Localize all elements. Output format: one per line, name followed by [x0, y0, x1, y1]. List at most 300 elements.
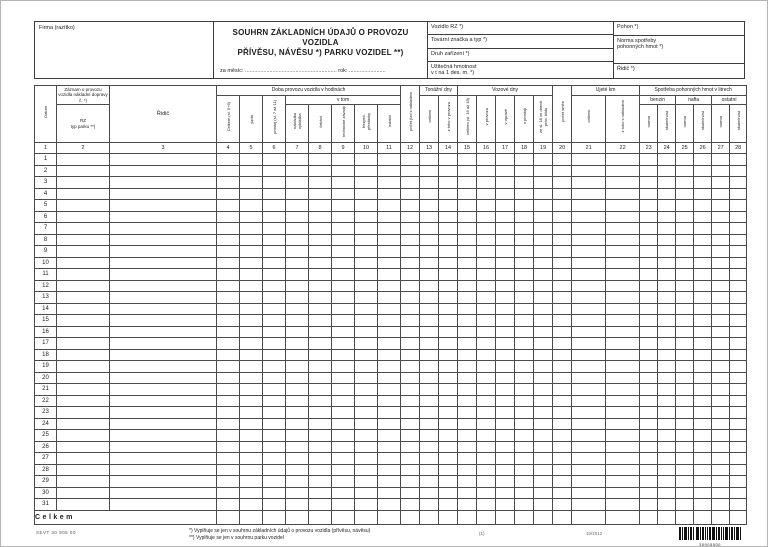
data-cell[interactable]: [286, 246, 309, 258]
data-cell[interactable]: [110, 269, 217, 281]
data-cell[interactable]: [420, 395, 439, 407]
data-cell[interactable]: [110, 326, 217, 338]
data-cell[interactable]: [477, 200, 496, 212]
data-cell[interactable]: [515, 384, 534, 396]
data-cell[interactable]: [730, 165, 747, 177]
data-cell[interactable]: [477, 418, 496, 430]
data-cell[interactable]: [57, 430, 110, 442]
data-cell[interactable]: [309, 487, 332, 499]
data-cell[interactable]: [553, 453, 572, 465]
data-cell[interactable]: [57, 154, 110, 166]
data-cell[interactable]: [712, 246, 730, 258]
data-cell[interactable]: [420, 487, 439, 499]
data-cell[interactable]: [640, 211, 658, 223]
data-cell[interactable]: [553, 200, 572, 212]
data-cell[interactable]: [606, 188, 640, 200]
data-cell[interactable]: [496, 234, 515, 246]
data-cell[interactable]: [694, 487, 712, 499]
data-cell[interactable]: [286, 487, 309, 499]
data-cell[interactable]: [263, 384, 286, 396]
data-cell[interactable]: [477, 499, 496, 511]
data-cell[interactable]: [110, 499, 217, 511]
data-cell[interactable]: [240, 499, 263, 511]
data-cell[interactable]: [694, 188, 712, 200]
data-cell[interactable]: [534, 395, 553, 407]
data-cell[interactable]: [496, 200, 515, 212]
data-cell[interactable]: [57, 372, 110, 384]
data-cell[interactable]: [694, 211, 712, 223]
data-cell[interactable]: [286, 430, 309, 442]
data-cell[interactable]: [553, 349, 572, 361]
data-cell[interactable]: [730, 326, 747, 338]
data-cell[interactable]: [420, 200, 439, 212]
data-cell[interactable]: [712, 499, 730, 511]
data-cell[interactable]: [534, 257, 553, 269]
data-cell[interactable]: [401, 499, 420, 511]
data-cell[interactable]: [458, 441, 477, 453]
data-cell[interactable]: [534, 338, 553, 350]
data-cell[interactable]: [496, 223, 515, 235]
data-cell[interactable]: [332, 188, 355, 200]
data-cell[interactable]: [240, 223, 263, 235]
data-cell[interactable]: [110, 384, 217, 396]
data-cell[interactable]: [640, 476, 658, 488]
data-cell[interactable]: [730, 188, 747, 200]
data-cell[interactable]: [658, 349, 676, 361]
data-cell[interactable]: [286, 280, 309, 292]
data-cell[interactable]: [477, 430, 496, 442]
data-cell[interactable]: [309, 257, 332, 269]
data-cell[interactable]: [57, 499, 110, 511]
data-cell[interactable]: [730, 269, 747, 281]
data-cell[interactable]: [263, 441, 286, 453]
data-cell[interactable]: [420, 154, 439, 166]
data-cell[interactable]: [57, 326, 110, 338]
data-cell[interactable]: [534, 269, 553, 281]
data-cell[interactable]: [263, 487, 286, 499]
data-cell[interactable]: [477, 165, 496, 177]
data-cell[interactable]: [110, 165, 217, 177]
data-cell[interactable]: [217, 349, 240, 361]
data-cell[interactable]: [332, 246, 355, 258]
total-cell[interactable]: [217, 510, 240, 524]
data-cell[interactable]: [217, 257, 240, 269]
data-cell[interactable]: [309, 395, 332, 407]
data-cell[interactable]: [355, 200, 378, 212]
data-cell[interactable]: [694, 430, 712, 442]
data-cell[interactable]: [606, 223, 640, 235]
data-cell[interactable]: [378, 154, 401, 166]
data-cell[interactable]: [676, 326, 694, 338]
data-cell[interactable]: [658, 372, 676, 384]
data-cell[interactable]: [640, 234, 658, 246]
data-cell[interactable]: [420, 453, 439, 465]
data-cell[interactable]: [694, 372, 712, 384]
data-cell[interactable]: [553, 395, 572, 407]
data-cell[interactable]: [57, 223, 110, 235]
data-cell[interactable]: [217, 395, 240, 407]
data-cell[interactable]: [401, 234, 420, 246]
data-cell[interactable]: [477, 280, 496, 292]
data-cell[interactable]: [110, 430, 217, 442]
data-cell[interactable]: [420, 188, 439, 200]
total-cell[interactable]: [477, 510, 496, 524]
data-cell[interactable]: [676, 395, 694, 407]
data-cell[interactable]: [420, 349, 439, 361]
data-cell[interactable]: [217, 200, 240, 212]
data-cell[interactable]: [694, 246, 712, 258]
data-cell[interactable]: [496, 464, 515, 476]
data-cell[interactable]: [240, 384, 263, 396]
data-cell[interactable]: [458, 154, 477, 166]
data-cell[interactable]: [378, 476, 401, 488]
data-cell[interactable]: [676, 349, 694, 361]
data-cell[interactable]: [553, 246, 572, 258]
data-cell[interactable]: [534, 384, 553, 396]
data-cell[interactable]: [572, 395, 606, 407]
data-cell[interactable]: [378, 200, 401, 212]
data-cell[interactable]: [606, 372, 640, 384]
data-cell[interactable]: [401, 303, 420, 315]
data-cell[interactable]: [458, 395, 477, 407]
data-cell[interactable]: [57, 384, 110, 396]
data-cell[interactable]: [534, 280, 553, 292]
data-cell[interactable]: [676, 476, 694, 488]
data-cell[interactable]: [57, 257, 110, 269]
data-cell[interactable]: [110, 372, 217, 384]
data-cell[interactable]: [676, 303, 694, 315]
data-cell[interactable]: [286, 315, 309, 327]
data-cell[interactable]: [439, 499, 458, 511]
data-cell[interactable]: [572, 326, 606, 338]
data-cell[interactable]: [496, 269, 515, 281]
total-cell[interactable]: [515, 510, 534, 524]
data-cell[interactable]: [110, 418, 217, 430]
data-cell[interactable]: [420, 441, 439, 453]
data-cell[interactable]: [676, 188, 694, 200]
data-cell[interactable]: [477, 188, 496, 200]
data-cell[interactable]: [240, 487, 263, 499]
data-cell[interactable]: [640, 177, 658, 189]
data-cell[interactable]: [496, 384, 515, 396]
data-cell[interactable]: [515, 464, 534, 476]
data-cell[interactable]: [676, 361, 694, 373]
data-cell[interactable]: [378, 395, 401, 407]
data-cell[interactable]: [477, 246, 496, 258]
data-cell[interactable]: [676, 407, 694, 419]
total-cell[interactable]: [553, 510, 572, 524]
data-cell[interactable]: [458, 234, 477, 246]
data-cell[interactable]: [515, 441, 534, 453]
data-cell[interactable]: [420, 280, 439, 292]
data-cell[interactable]: [439, 188, 458, 200]
data-cell[interactable]: [439, 200, 458, 212]
data-cell[interactable]: [477, 154, 496, 166]
data-cell[interactable]: [712, 165, 730, 177]
data-cell[interactable]: [439, 338, 458, 350]
data-cell[interactable]: [730, 338, 747, 350]
data-cell[interactable]: [640, 223, 658, 235]
data-cell[interactable]: [286, 407, 309, 419]
data-cell[interactable]: [640, 418, 658, 430]
data-cell[interactable]: [217, 361, 240, 373]
data-cell[interactable]: [309, 154, 332, 166]
data-cell[interactable]: [730, 200, 747, 212]
data-cell[interactable]: [240, 200, 263, 212]
data-cell[interactable]: [263, 453, 286, 465]
data-cell[interactable]: [378, 257, 401, 269]
data-cell[interactable]: [572, 476, 606, 488]
data-cell[interactable]: [730, 257, 747, 269]
data-cell[interactable]: [676, 499, 694, 511]
data-cell[interactable]: [730, 499, 747, 511]
data-cell[interactable]: [458, 407, 477, 419]
data-cell[interactable]: [515, 246, 534, 258]
data-cell[interactable]: [57, 349, 110, 361]
data-cell[interactable]: [553, 211, 572, 223]
data-cell[interactable]: [458, 200, 477, 212]
data-cell[interactable]: [553, 418, 572, 430]
total-cell[interactable]: [640, 510, 658, 524]
data-cell[interactable]: [658, 453, 676, 465]
data-cell[interactable]: [332, 257, 355, 269]
data-cell[interactable]: [240, 246, 263, 258]
data-cell[interactable]: [477, 453, 496, 465]
data-cell[interactable]: [712, 257, 730, 269]
data-cell[interactable]: [355, 326, 378, 338]
data-cell[interactable]: [458, 326, 477, 338]
data-cell[interactable]: [477, 223, 496, 235]
data-cell[interactable]: [110, 487, 217, 499]
data-cell[interactable]: [477, 349, 496, 361]
data-cell[interactable]: [712, 338, 730, 350]
data-cell[interactable]: [263, 154, 286, 166]
data-cell[interactable]: [309, 441, 332, 453]
data-cell[interactable]: [640, 154, 658, 166]
data-cell[interactable]: [263, 315, 286, 327]
data-cell[interactable]: [401, 188, 420, 200]
data-cell[interactable]: [110, 177, 217, 189]
data-cell[interactable]: [57, 487, 110, 499]
data-cell[interactable]: [355, 303, 378, 315]
data-cell[interactable]: [534, 453, 553, 465]
data-cell[interactable]: [355, 246, 378, 258]
data-cell[interactable]: [420, 476, 439, 488]
data-cell[interactable]: [553, 326, 572, 338]
data-cell[interactable]: [694, 464, 712, 476]
data-cell[interactable]: [110, 280, 217, 292]
data-cell[interactable]: [110, 188, 217, 200]
data-cell[interactable]: [694, 418, 712, 430]
data-cell[interactable]: [515, 487, 534, 499]
data-cell[interactable]: [606, 165, 640, 177]
data-cell[interactable]: [694, 499, 712, 511]
data-cell[interactable]: [606, 269, 640, 281]
data-cell[interactable]: [309, 246, 332, 258]
data-cell[interactable]: [286, 349, 309, 361]
data-cell[interactable]: [694, 315, 712, 327]
data-cell[interactable]: [496, 487, 515, 499]
data-cell[interactable]: [515, 188, 534, 200]
data-cell[interactable]: [515, 223, 534, 235]
data-cell[interactable]: [694, 407, 712, 419]
data-cell[interactable]: [286, 372, 309, 384]
data-cell[interactable]: [240, 177, 263, 189]
data-cell[interactable]: [355, 234, 378, 246]
data-cell[interactable]: [477, 326, 496, 338]
data-cell[interactable]: [286, 269, 309, 281]
data-cell[interactable]: [309, 407, 332, 419]
data-cell[interactable]: [730, 154, 747, 166]
data-cell[interactable]: [477, 303, 496, 315]
data-cell[interactable]: [217, 269, 240, 281]
data-cell[interactable]: [553, 292, 572, 304]
data-cell[interactable]: [606, 407, 640, 419]
data-cell[interactable]: [712, 441, 730, 453]
data-cell[interactable]: [286, 154, 309, 166]
data-cell[interactable]: [496, 395, 515, 407]
data-cell[interactable]: [496, 476, 515, 488]
data-cell[interactable]: [57, 177, 110, 189]
data-cell[interactable]: [534, 292, 553, 304]
data-cell[interactable]: [458, 292, 477, 304]
data-cell[interactable]: [676, 154, 694, 166]
total-cell[interactable]: [676, 510, 694, 524]
data-cell[interactable]: [420, 430, 439, 442]
data-cell[interactable]: [606, 315, 640, 327]
data-cell[interactable]: [217, 476, 240, 488]
data-cell[interactable]: [217, 384, 240, 396]
data-cell[interactable]: [420, 292, 439, 304]
data-cell[interactable]: [420, 165, 439, 177]
data-cell[interactable]: [401, 464, 420, 476]
data-cell[interactable]: [309, 476, 332, 488]
data-cell[interactable]: [458, 487, 477, 499]
data-cell[interactable]: [515, 395, 534, 407]
data-cell[interactable]: [217, 303, 240, 315]
data-cell[interactable]: [572, 407, 606, 419]
data-cell[interactable]: [553, 280, 572, 292]
data-cell[interactable]: [439, 349, 458, 361]
data-cell[interactable]: [658, 464, 676, 476]
data-cell[interactable]: [534, 303, 553, 315]
data-cell[interactable]: [606, 395, 640, 407]
data-cell[interactable]: [694, 223, 712, 235]
data-cell[interactable]: [515, 453, 534, 465]
data-cell[interactable]: [378, 430, 401, 442]
data-cell[interactable]: [355, 453, 378, 465]
data-cell[interactable]: [606, 499, 640, 511]
data-cell[interactable]: [439, 418, 458, 430]
data-cell[interactable]: [694, 384, 712, 396]
data-cell[interactable]: [606, 338, 640, 350]
data-cell[interactable]: [606, 234, 640, 246]
data-cell[interactable]: [286, 223, 309, 235]
data-cell[interactable]: [477, 211, 496, 223]
uzitecna-hmotnost-field[interactable]: [428, 62, 613, 78]
data-cell[interactable]: [263, 200, 286, 212]
data-cell[interactable]: [534, 372, 553, 384]
data-cell[interactable]: [263, 246, 286, 258]
data-cell[interactable]: [332, 177, 355, 189]
data-cell[interactable]: [57, 269, 110, 281]
data-cell[interactable]: [378, 487, 401, 499]
data-cell[interactable]: [401, 487, 420, 499]
data-cell[interactable]: [309, 303, 332, 315]
data-cell[interactable]: [477, 361, 496, 373]
data-cell[interactable]: [712, 372, 730, 384]
data-cell[interactable]: [658, 384, 676, 396]
data-cell[interactable]: [420, 464, 439, 476]
data-cell[interactable]: [553, 487, 572, 499]
data-cell[interactable]: [57, 188, 110, 200]
data-cell[interactable]: [712, 395, 730, 407]
data-cell[interactable]: [694, 441, 712, 453]
data-cell[interactable]: [730, 349, 747, 361]
data-cell[interactable]: [439, 395, 458, 407]
data-cell[interactable]: [439, 372, 458, 384]
data-cell[interactable]: [286, 165, 309, 177]
data-cell[interactable]: [606, 326, 640, 338]
data-cell[interactable]: [57, 476, 110, 488]
data-cell[interactable]: [712, 292, 730, 304]
data-cell[interactable]: [378, 407, 401, 419]
data-cell[interactable]: [496, 315, 515, 327]
data-cell[interactable]: [332, 349, 355, 361]
data-cell[interactable]: [553, 464, 572, 476]
data-cell[interactable]: [730, 395, 747, 407]
data-cell[interactable]: [694, 165, 712, 177]
data-cell[interactable]: [694, 154, 712, 166]
data-cell[interactable]: [286, 338, 309, 350]
data-cell[interactable]: [572, 372, 606, 384]
data-cell[interactable]: [496, 303, 515, 315]
data-cell[interactable]: [355, 499, 378, 511]
data-cell[interactable]: [606, 246, 640, 258]
data-cell[interactable]: [263, 349, 286, 361]
data-cell[interactable]: [553, 315, 572, 327]
data-cell[interactable]: [286, 234, 309, 246]
data-cell[interactable]: [534, 246, 553, 258]
data-cell[interactable]: [332, 154, 355, 166]
data-cell[interactable]: [553, 430, 572, 442]
data-cell[interactable]: [286, 211, 309, 223]
data-cell[interactable]: [572, 361, 606, 373]
data-cell[interactable]: [439, 407, 458, 419]
data-cell[interactable]: [694, 303, 712, 315]
data-cell[interactable]: [572, 292, 606, 304]
data-cell[interactable]: [110, 257, 217, 269]
data-cell[interactable]: [57, 200, 110, 212]
data-cell[interactable]: [515, 315, 534, 327]
data-cell[interactable]: [309, 453, 332, 465]
data-cell[interactable]: [263, 499, 286, 511]
data-cell[interactable]: [694, 338, 712, 350]
data-cell[interactable]: [240, 154, 263, 166]
data-cell[interactable]: [496, 407, 515, 419]
data-cell[interactable]: [553, 361, 572, 373]
data-cell[interactable]: [263, 372, 286, 384]
data-cell[interactable]: [401, 372, 420, 384]
data-cell[interactable]: [712, 269, 730, 281]
data-cell[interactable]: [332, 430, 355, 442]
data-cell[interactable]: [658, 211, 676, 223]
data-cell[interactable]: [332, 487, 355, 499]
data-cell[interactable]: [730, 430, 747, 442]
data-cell[interactable]: [572, 188, 606, 200]
data-cell[interactable]: [401, 200, 420, 212]
data-cell[interactable]: [217, 326, 240, 338]
